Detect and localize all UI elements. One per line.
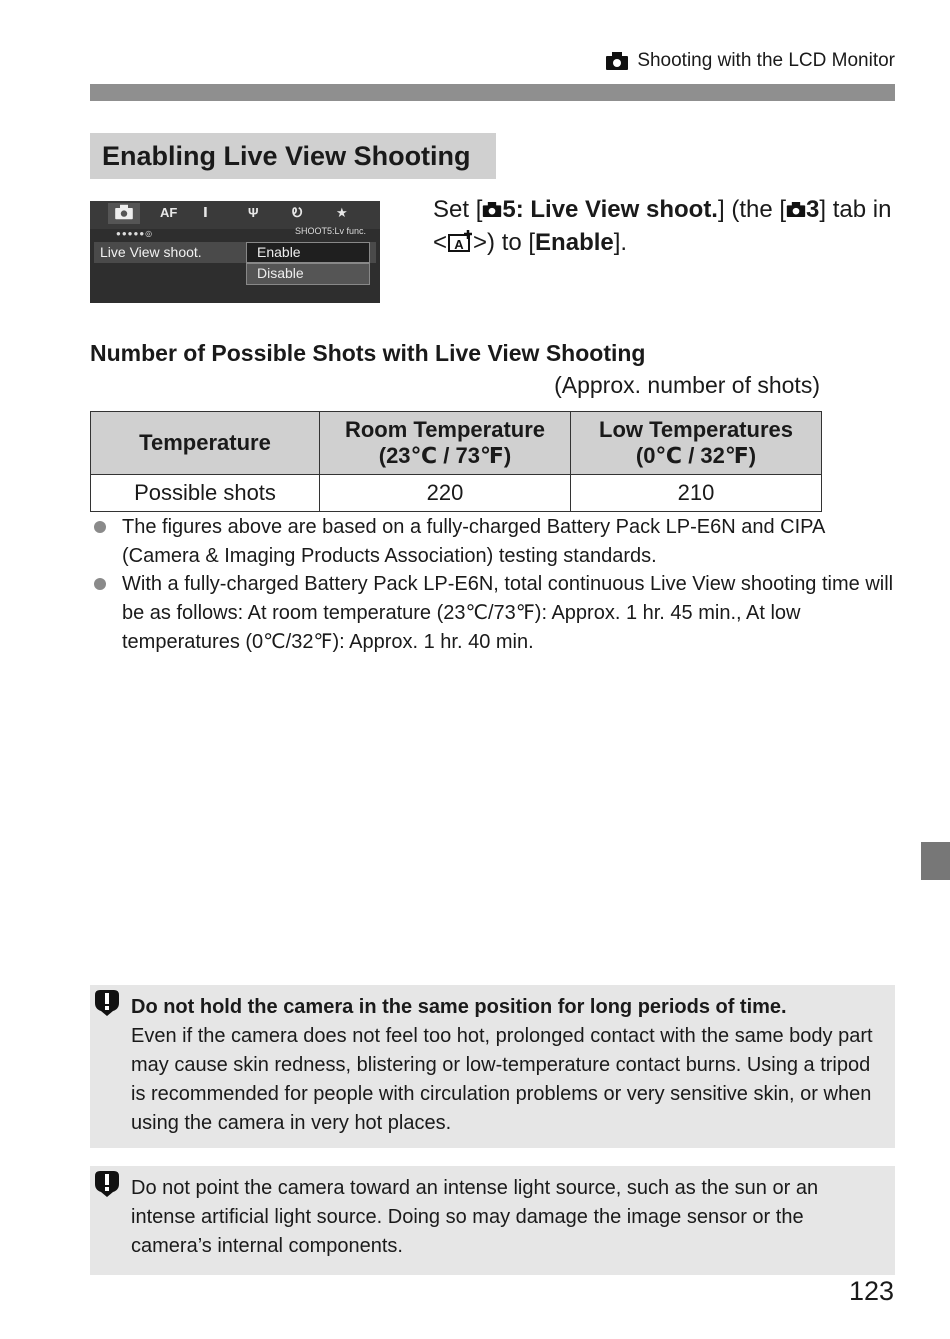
lcd-option-disable: Disable bbox=[246, 263, 370, 285]
table-row bbox=[91, 475, 822, 512]
camera-icon bbox=[786, 201, 806, 218]
caution-box bbox=[90, 985, 895, 1148]
caution-text: Do not hold the camera in the same position for long periods of time. Even if the camera does not feel too hot, prolonged contact with the same body part may cause skin redness, blistering or low-temperature contact burns. Using a tripod is recommended for people with circulation problems or very sensitive skin, or when using the camera in very hot places. bbox=[131, 996, 873, 1134]
table-header-cell: Temperature bbox=[91, 412, 320, 475]
bullet-item: With a fully-charged Battery Pack LP-E6N, total continuous Live View shooting time will be as follows: At room temperature (23℃/73℉): Approx. 1 hr. 45 min., At low temperatures (0℃/32℉): Approx. 1 hr. 40 min. bbox=[94, 570, 894, 657]
section-title: Enabling Live View Shooting bbox=[90, 133, 496, 179]
caution-icon bbox=[92, 989, 122, 1017]
lcd-tab-af: AF bbox=[160, 205, 178, 220]
table-header-cell: Room Temperature (23℃ / 73℉) bbox=[320, 412, 571, 475]
lcd-menu-screenshot bbox=[90, 201, 380, 303]
table-cell: 220 bbox=[320, 475, 571, 512]
caution-box bbox=[90, 1166, 895, 1275]
table-cell: 210 bbox=[571, 475, 822, 512]
bullet-item: The figures above are based on a fully-charged Battery Pack LP-E6N and CIPA (Camera & Imaging Products Association) testing standards. bbox=[94, 513, 894, 571]
page-number: 123 bbox=[848, 1276, 894, 1306]
lcd-tab-bar bbox=[90, 201, 380, 229]
bullet-icon bbox=[94, 578, 106, 590]
lcd-sub-label: SHOOT5:Lv func. bbox=[294, 226, 366, 236]
header-text: Shooting with the LCD Monitor bbox=[637, 50, 895, 71]
lcd-tab-setup: Ψ bbox=[248, 205, 259, 220]
camera-icon bbox=[114, 204, 134, 220]
lcd-page-dots: ●●●●●◎ bbox=[116, 229, 154, 238]
caution-icon bbox=[92, 1170, 122, 1198]
approx-note: (Approx. number of shots) bbox=[554, 372, 820, 398]
lcd-tab-shooting bbox=[108, 203, 140, 224]
caution-text: Do not point the camera toward an intense light source, such as the sun or an intense artificial light source. Doing so may damage the image sensor or the camera’s internal components. bbox=[131, 1177, 819, 1257]
lcd-option-enable: Enable bbox=[246, 242, 370, 263]
subsection-title: Number of Possible Shots with Live View Shooting bbox=[90, 340, 646, 366]
camera-icon bbox=[482, 201, 502, 218]
running-header bbox=[605, 50, 895, 72]
shots-table bbox=[90, 411, 822, 512]
lcd-tab-playback: Ⅰ bbox=[203, 205, 208, 220]
table-header-row bbox=[91, 412, 822, 475]
lcd-tab-custom: Ꭷ bbox=[292, 205, 303, 220]
bullet-icon bbox=[94, 521, 106, 533]
header-rule bbox=[90, 84, 895, 101]
instruction-text: Set [ 5: Live View shoot.] (the [ 3] tab in < A >) to [Enable]. bbox=[433, 196, 892, 256]
scene-intelligent-auto-icon bbox=[447, 230, 473, 252]
table-header-cell: Low Temperatures (0℃ / 32℉) bbox=[571, 412, 822, 475]
lcd-tab-mymenu: ★ bbox=[336, 205, 348, 220]
table-cell: Possible shots bbox=[91, 475, 320, 512]
lcd-menu-item: Live View shoot. bbox=[100, 244, 202, 260]
chapter-tab-marker bbox=[921, 842, 950, 880]
camera-icon bbox=[605, 51, 629, 71]
svg-text:A: A bbox=[454, 237, 464, 252]
